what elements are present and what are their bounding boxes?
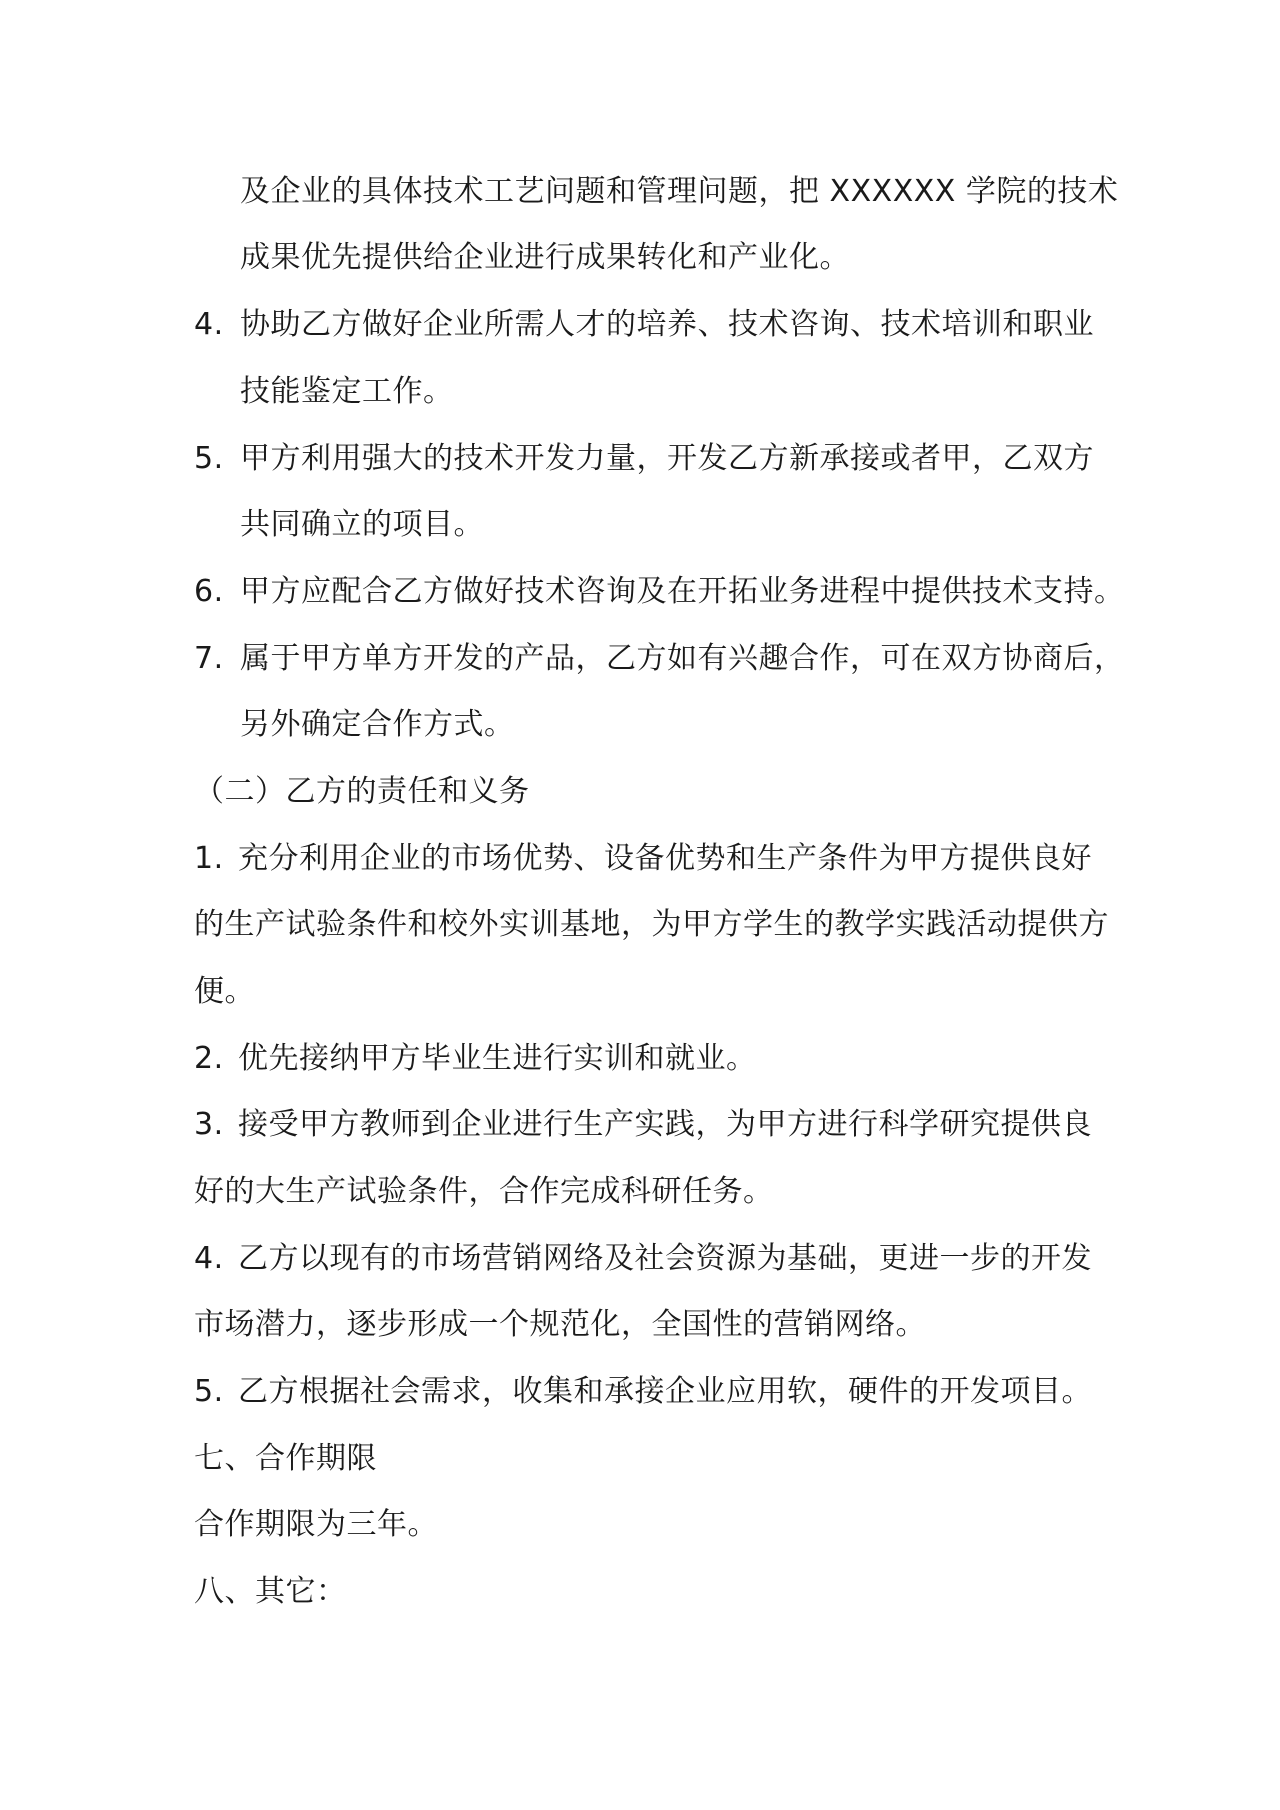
- list-number: 6.: [194, 574, 224, 609]
- list-item-text: 甲方利用强大的技术开发力量，开发乙方新承接或者甲，乙双方: [240, 441, 1094, 476]
- list-item: [194, 1372, 1092, 1412]
- paragraph-line: [240, 372, 454, 412]
- list-number: 3.: [194, 1107, 224, 1142]
- list-item: [194, 1039, 757, 1079]
- list-item: [194, 439, 1094, 479]
- list-item-text: 接受甲方教师到企业进行生产实践，为甲方进行科学研究提供良: [238, 1107, 1092, 1142]
- line-text: 共同确立的项目。: [240, 507, 484, 542]
- paragraph-line: [194, 1305, 926, 1345]
- list-item: [194, 1105, 1092, 1145]
- paragraph-line: [194, 905, 1109, 945]
- line-text: 的生产试验条件和校外实训基地，为甲方学生的教学实践活动提供方: [194, 907, 1109, 942]
- line-text: 成果优先提供给企业进行成果转化和产业化。: [240, 240, 850, 275]
- line-text: 市场潜力，逐步形成一个规范化，全国性的营销网络。: [194, 1307, 926, 1342]
- list-item-text: 乙方根据社会需求，收集和承接企业应用软，硬件的开发项目。: [238, 1374, 1092, 1409]
- line-text: 另外确定合作方式。: [240, 707, 515, 742]
- line-text: 及企业的具体技术工艺问题和管理问题，把 XXXXXX 学院的技术: [240, 174, 1119, 209]
- list-number: 4.: [194, 1241, 224, 1276]
- list-number: 5.: [194, 441, 224, 476]
- paragraph-line: [194, 1172, 774, 1212]
- list-item: [194, 305, 1094, 345]
- line-text: 技能鉴定工作。: [240, 374, 454, 409]
- line-text: 合作期限为三年。: [194, 1507, 438, 1542]
- list-item-text: 优先接纳甲方毕业生进行实训和就业。: [238, 1041, 757, 1076]
- list-number: 7.: [194, 641, 224, 676]
- line-text: 好的大生产试验条件，合作完成科研任务。: [194, 1174, 774, 1209]
- list-item-text: 属于甲方单方开发的产品，乙方如有兴趣合作，可在双方协商后，: [240, 641, 1125, 676]
- section-heading: [194, 1572, 347, 1612]
- paragraph-line: [240, 238, 850, 278]
- paragraph-line: [194, 972, 255, 1012]
- list-item-text: 充分利用企业的市场优势、设备优势和生产条件为甲方提供良好: [238, 841, 1092, 876]
- list-item-text: 甲方应配合乙方做好技术咨询及在开拓业务进程中提供技术支持。: [240, 574, 1125, 609]
- list-number: 4.: [194, 307, 224, 342]
- heading-text: 八、其它：: [194, 1574, 347, 1609]
- list-item: [194, 1239, 1092, 1279]
- list-item-text: 乙方以现有的市场营销网络及社会资源为基础，更进一步的开发: [238, 1241, 1092, 1276]
- paragraph-line: [240, 172, 1118, 212]
- heading-text: 七、合作期限: [194, 1441, 377, 1476]
- paragraph-line: [240, 505, 484, 545]
- list-item-text: 协助乙方做好企业所需人才的培养、技术咨询、技术培训和职业: [240, 307, 1094, 342]
- list-number: 1.: [194, 841, 224, 876]
- list-number: 5.: [194, 1374, 224, 1409]
- list-item: [194, 839, 1092, 879]
- list-number: 2.: [194, 1041, 224, 1076]
- list-item: [194, 639, 1125, 679]
- list-item: [194, 572, 1125, 612]
- heading-text: （二）乙方的责任和义务: [194, 774, 530, 809]
- section-heading: [194, 1439, 377, 1479]
- line-text: 便。: [194, 974, 255, 1009]
- section-heading: [194, 772, 530, 812]
- paragraph-line: [194, 1505, 438, 1545]
- paragraph-line: [240, 705, 515, 745]
